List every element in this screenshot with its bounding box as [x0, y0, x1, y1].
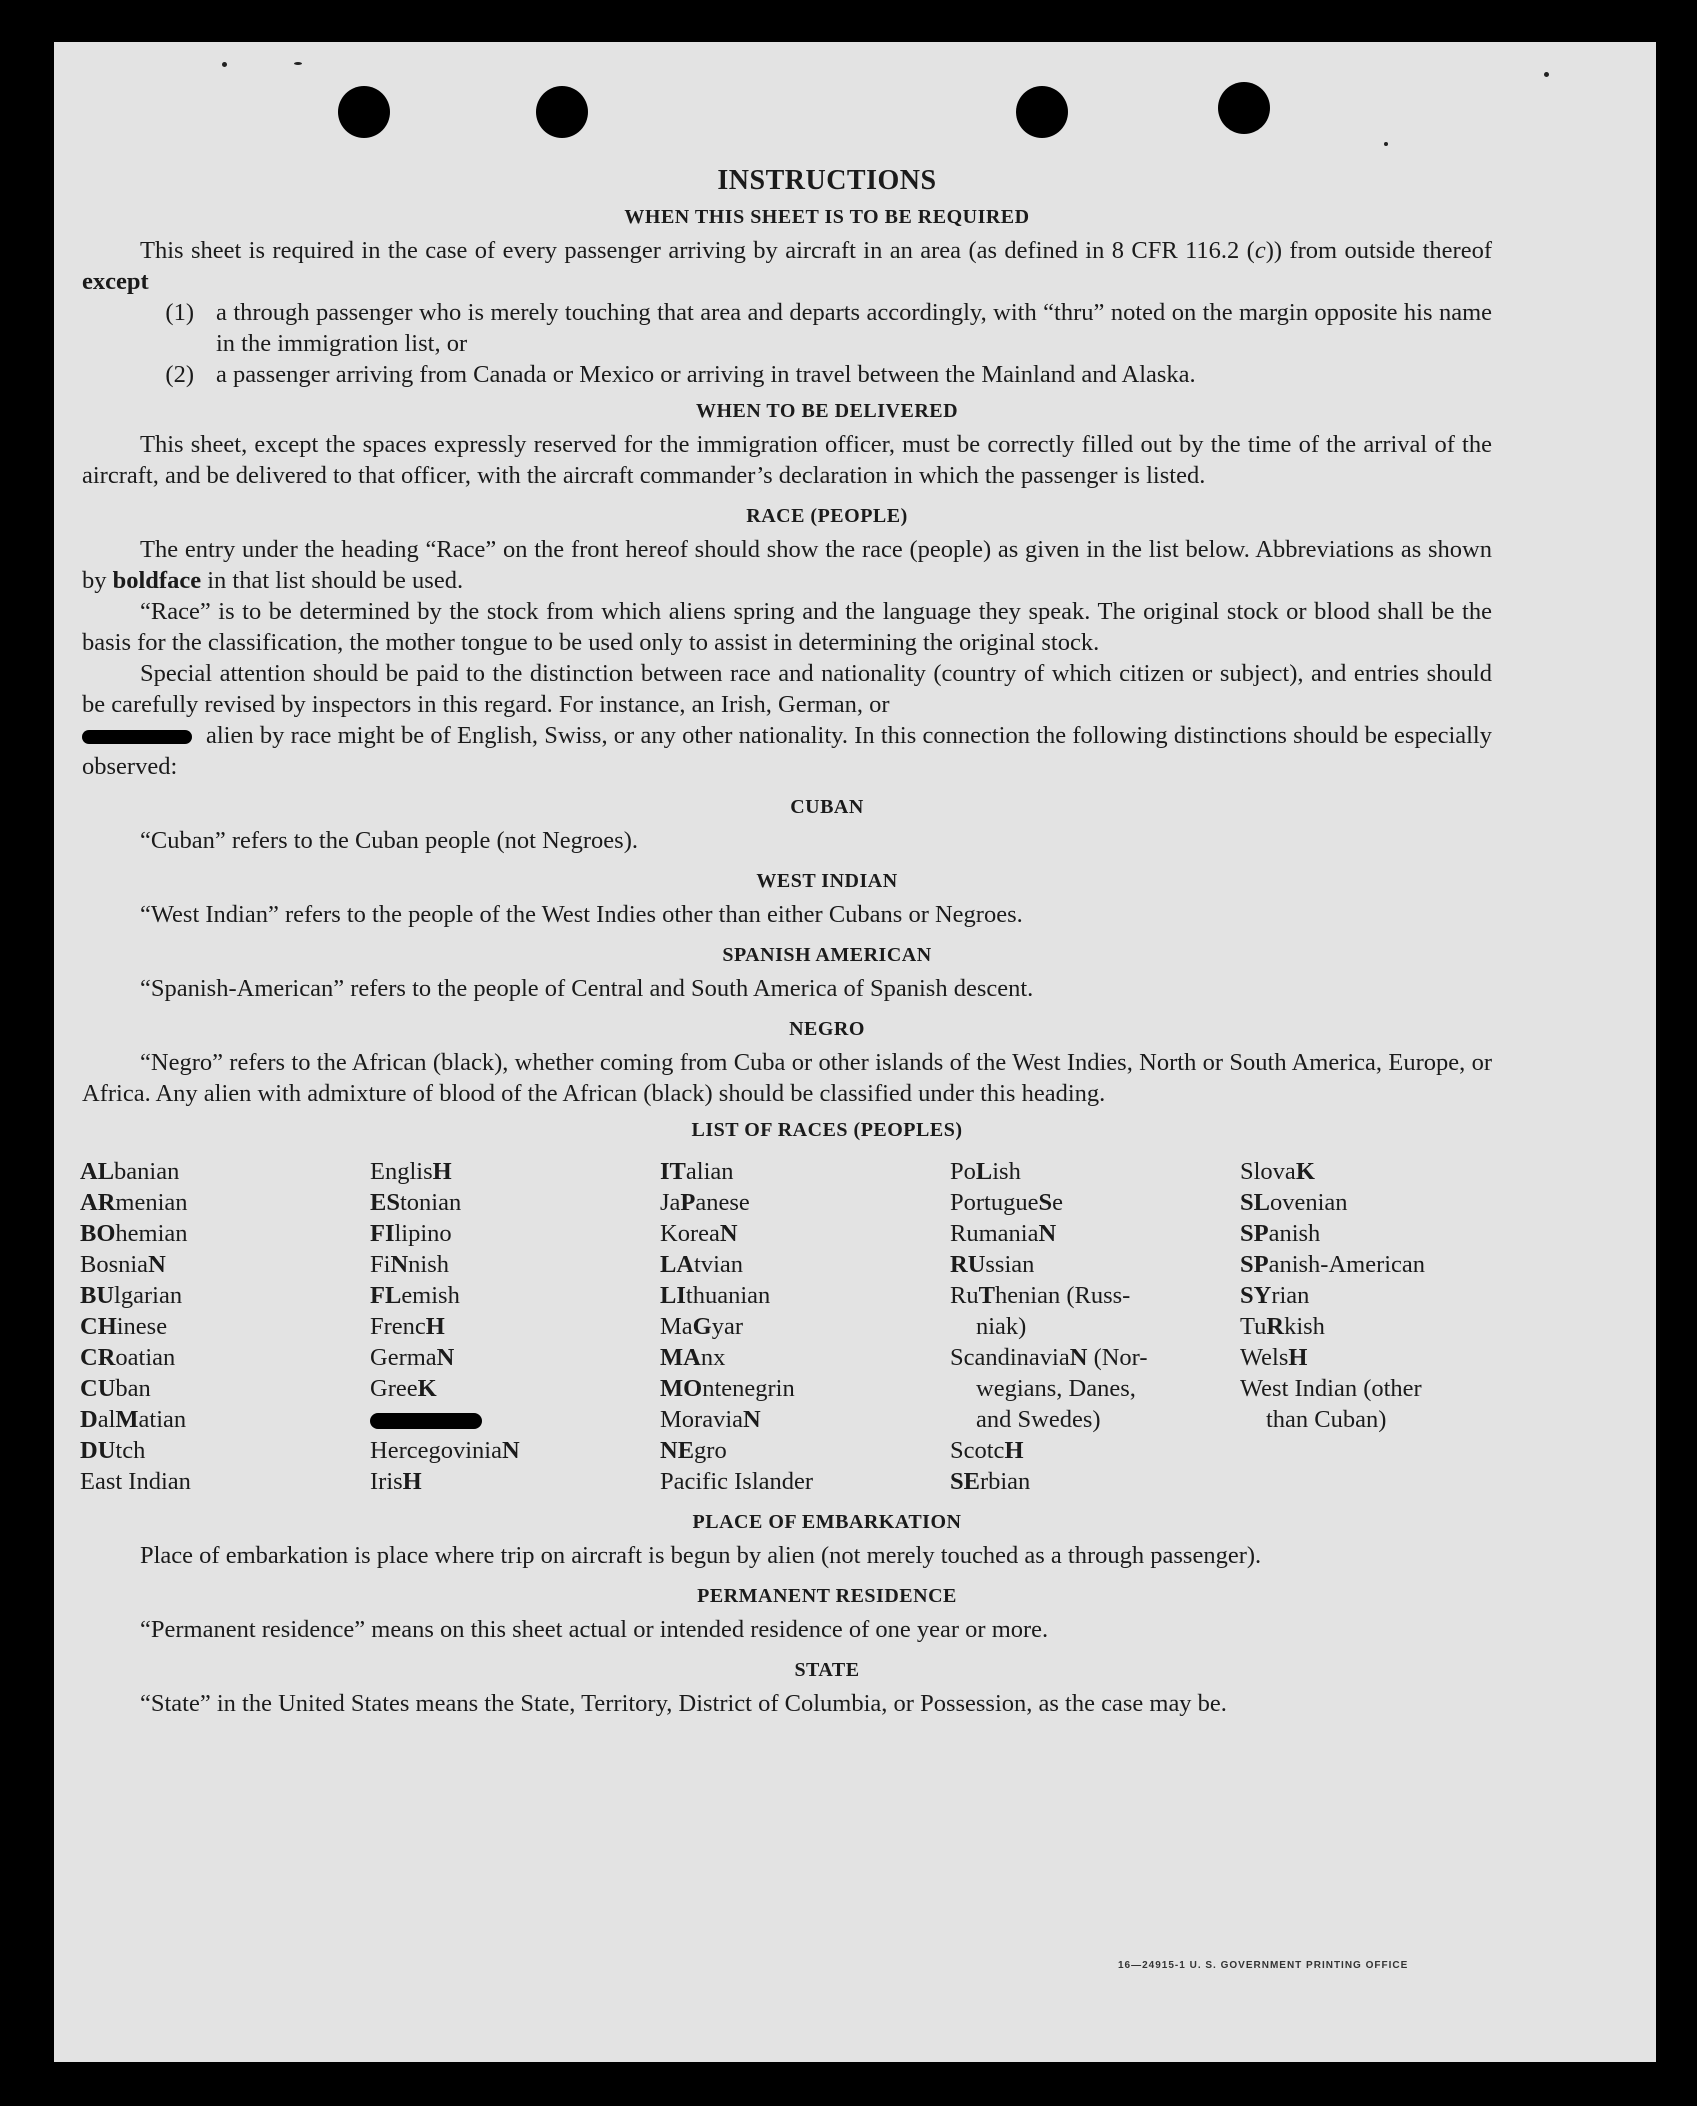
heading-race: RACE (PEOPLE) — [746, 505, 908, 527]
race-entry: West Indian (other — [1240, 1375, 1422, 1402]
races-column-2 — [370, 1156, 660, 1497]
race-entry: MaGyar — [660, 1313, 744, 1340]
negro-text: “Negro” refers to the African (black), whether coming from Cuba or other islands of the West Indies, North or South America, Europe, or Africa. Any alien with admixture of blood of the African (black) should be classified under this heading. — [82, 1049, 1492, 1107]
race-entry: BUlgarian — [80, 1282, 183, 1309]
race-entry: HercegoviniaN — [370, 1437, 520, 1464]
when-delivered-text: This sheet, except the spaces expressly reserved for the immigration officer, must be correctly filled out by the time of the arrival of the aircraft, and be delivered to that officer, with the aircraft commander’s declaration in which the passenger is listed. — [82, 431, 1492, 489]
exception-item-2: (2) a passenger arriving from Canada or Mexico or arriving in travel between the Mainland and Alaska. — [165, 361, 1196, 388]
race-paragraph-2: “Race” is to be determined by the stock from which aliens spring and the language they speak. The original stock or blood shall be the basis for the classification, the mother tongue to be used only to assist in determining the original stock. — [82, 598, 1492, 656]
race-entry: NEgro — [660, 1437, 727, 1464]
races-column-5 — [1240, 1156, 1500, 1497]
race-entry: ALbanian — [80, 1158, 180, 1185]
heading-west-indian: WEST INDIAN — [756, 870, 898, 892]
race-entry: LAtvian — [660, 1251, 744, 1278]
race-entry: ScotcH — [950, 1437, 1024, 1464]
speck — [294, 62, 302, 65]
redaction-mark — [82, 730, 192, 744]
race-entry: niak) — [976, 1313, 1027, 1340]
race-paragraph-3-cont: alien by race might be of English, Swiss, or any other nationality. In this connection the following distinctions should be especially observed: — [82, 722, 1492, 780]
punch-hole — [536, 86, 588, 138]
race-entry: wegians, Danes, — [976, 1375, 1136, 1402]
races-list — [80, 1156, 1492, 1497]
race-entry: RUssian — [950, 1251, 1035, 1278]
heading-list-of-races: LIST OF RACES (PEOPLES) — [691, 1119, 963, 1141]
race-entry: FiNnish — [370, 1251, 449, 1278]
embarkation-text: Place of embarkation is place where trip on aircraft is begun by alien (not merely touched as a through passenger). — [140, 1542, 1262, 1569]
punch-hole — [1218, 82, 1270, 134]
punch-hole — [1016, 86, 1068, 138]
race-entry: IrisH — [370, 1468, 422, 1495]
heading-negro: NEGRO — [789, 1018, 865, 1040]
race-entry — [370, 1404, 660, 1435]
race-entry: FrencH — [370, 1313, 445, 1340]
race-entry: KoreaN — [660, 1220, 738, 1247]
race-entry: EnglisH — [370, 1158, 452, 1185]
race-entry: SPanish-American — [1240, 1251, 1426, 1278]
race-entry: than Cuban) — [1266, 1406, 1387, 1433]
races-column-1 — [80, 1156, 370, 1497]
race-entry: RuThenian (Russ- — [950, 1282, 1131, 1309]
race-entry: ARmenian — [80, 1189, 188, 1216]
printer-imprint: 16—24915-1 U. S. GOVERNMENT PRINTING OFFICE — [1118, 1960, 1409, 1971]
when-required-text: This sheet is required in the case of every passenger arriving by aircraft in an area (as defined in 8 CFR 116.2 (c)) from outside thereof except — [82, 237, 1492, 295]
race-entry: ITalian — [660, 1158, 734, 1185]
west-indian-text: “West Indian” refers to the people of the West Indies other than either Cubans or Negroes. — [140, 901, 1023, 928]
race-entry: EStonian — [370, 1189, 462, 1216]
heading-permanent-residence: PERMANENT RESIDENCE — [697, 1585, 957, 1607]
heading-spanish-american: SPANISH AMERICAN — [722, 944, 932, 966]
race-entry: RumaniaN — [950, 1220, 1057, 1247]
race-entry: TuRkish — [1240, 1313, 1325, 1340]
race-entry: BOhemian — [80, 1220, 188, 1247]
race-entry: ScandinaviaN (Nor- — [950, 1344, 1148, 1371]
race-entry: WelsH — [1240, 1344, 1308, 1371]
speck — [1384, 142, 1388, 146]
race-entry: MOntenegrin — [660, 1375, 795, 1402]
race-entry: FLemish — [370, 1282, 460, 1309]
race-entry: LIthuanian — [660, 1282, 771, 1309]
race-entry: SlovaK — [1240, 1158, 1315, 1185]
race-entry: DalMatian — [80, 1406, 187, 1433]
race-paragraph-1: The entry under the heading “Race” on the front hereof should show the race (people) as given in the list below. Abbreviations as shown by boldface in that list should be used. — [82, 536, 1492, 594]
race-entry: Pacific Islander — [660, 1468, 814, 1495]
exception-item-1: (1) a through passenger who is merely touching that area and departs accordingly, with “thru” noted on the margin opposite his name in the immigration list, or — [165, 299, 1492, 357]
speck — [1544, 72, 1549, 77]
cuban-text: “Cuban” refers to the Cuban people (not Negroes). — [140, 827, 638, 854]
race-entry: SPanish — [1240, 1220, 1321, 1247]
race-paragraph-3: Special attention should be paid to the distinction between race and nationality (country of which citizen or subject), and entries should be carefully revised by inspectors in this regard. For instance, an Irish, German, or — [82, 660, 1492, 718]
race-entry: SYrian — [1240, 1282, 1310, 1309]
race-entry: SLovenian — [1240, 1189, 1348, 1216]
races-column-4 — [950, 1156, 1240, 1497]
race-entry: GreeK — [370, 1375, 437, 1402]
race-entry: JaPanese — [660, 1189, 750, 1216]
heading-when-delivered: WHEN TO BE DELIVERED — [695, 400, 959, 422]
race-entry: PoLish — [950, 1158, 1021, 1185]
race-entry: PortugueSe — [950, 1189, 1063, 1216]
page-title: INSTRUCTIONS — [717, 165, 937, 196]
race-entry: SErbian — [950, 1468, 1031, 1495]
race-entry: MoraviaN — [660, 1406, 761, 1433]
race-entry: MAnx — [660, 1344, 726, 1371]
heading-cuban: CUBAN — [790, 796, 864, 818]
race-entry: BosniaN — [80, 1251, 166, 1278]
instructions-body — [82, 165, 1492, 1719]
spanish-american-text: “Spanish-American” refers to the people of Central and South America of Spanish descent. — [140, 975, 1034, 1002]
race-entry: and Swedes) — [976, 1406, 1101, 1433]
race-entry: CRoatian — [80, 1344, 176, 1371]
speck — [222, 62, 227, 67]
race-entry: FIlipino — [370, 1220, 452, 1247]
redaction-mark — [370, 1413, 482, 1429]
race-entry: CHinese — [80, 1313, 168, 1340]
residence-text: “Permanent residence” means on this sheet actual or intended residence of one year or more. — [140, 1616, 1049, 1643]
heading-embarkation: PLACE OF EMBARKATION — [692, 1511, 962, 1533]
races-column-3 — [660, 1156, 950, 1497]
heading-state: STATE — [794, 1659, 860, 1681]
race-entry: CUban — [80, 1375, 151, 1402]
race-entry: DUtch — [80, 1437, 146, 1464]
heading-when-required: WHEN THIS SHEET IS TO BE REQUIRED — [624, 206, 1030, 228]
state-text: “State” in the United States means the State, Territory, District of Columbia, or Possession, as the case may be. — [140, 1690, 1227, 1717]
punch-hole — [338, 86, 390, 138]
race-entry: GermaN — [370, 1344, 455, 1371]
race-entry: East Indian — [80, 1468, 191, 1495]
